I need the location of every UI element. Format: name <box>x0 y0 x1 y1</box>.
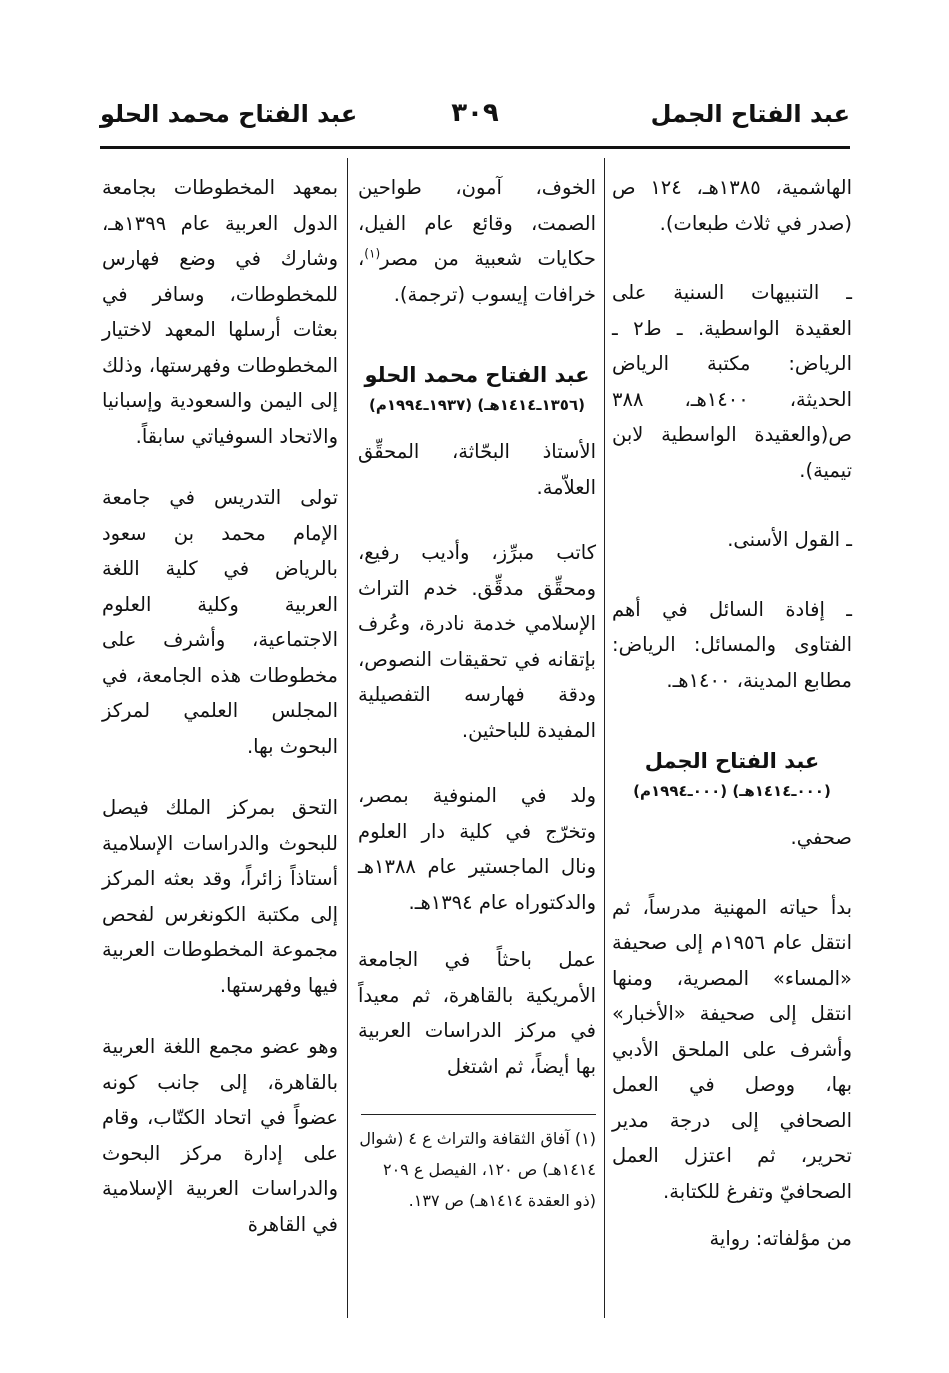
column-divider-right <box>604 158 605 1318</box>
paragraph-king-faisal-center: التحق بمركز الملك فيصل للبحوث والدراسات الإسلامية أستاذاً زائراً، وقد بعثه المركز إلى مكتبة الكونغرس لفحص مجموعة المخطوطات العربية فيها وفهرستها. <box>102 796 338 997</box>
entry-dates-jamal: (٠٠٠ـ١٤١٤هـ) (٠٠٠ـ١٩٩٤م) <box>633 782 831 800</box>
running-head-left-name: عبد الفتاح محمد الحلو <box>100 100 358 128</box>
paragraph-work-tanbihat: ـ التنبيهات السنية على العقيدة الواسطية. ـ ط٢ ـ الرياض: مكتبة الرياض الحديثة، ١٤٠٠هـ، ٣٨٨ ص(والعقيدة الواسطية لابن تيمية). <box>612 281 852 482</box>
paragraph-education: ولد في المنوفية بمصر، وتخرّج في كلية دار العلوم ونال الماجستير عام ١٣٨٨هـ والدكتوراه عام ١٣٩٤هـ. <box>358 784 596 914</box>
paragraph-work-ifada: ـ إفادة السائل في أهم الفتاوى والمسائل: الرياض: مطابع المدينة، ١٤٠٠هـ. <box>612 597 852 692</box>
running-head-right-name: عبد الفتاح الجمل <box>650 100 850 128</box>
footnote-marker: (١) <box>364 246 381 261</box>
column-middle <box>358 170 596 1216</box>
header-rule <box>100 146 850 149</box>
footnote-rule <box>361 1114 596 1115</box>
paragraph-publication-note: الهاشمية، ١٣٨٥هـ، ١٢٤ ص (صدر في ثلاث طبعات). <box>612 176 852 235</box>
works-list-text: الخوف، آمون، طواحين الصمت، وقائع عام الفيل، حكايات شعبية من مصر <box>358 176 596 270</box>
entry-title-helw: عبد الفتاح محمد الحلو <box>364 363 590 387</box>
paragraph-epithet: الأستاذ البحّاثة، المحقِّق العلاّمة. <box>358 440 596 499</box>
column-right <box>612 170 852 1257</box>
entry-title-jamal: عبد الفتاح الجمل <box>644 749 820 773</box>
paragraph-works-start: من مؤلفاته: رواية <box>709 1227 852 1250</box>
paragraph-occupation: صحفي. <box>790 826 852 849</box>
entry-dates-helw: (١٣٥٦ـ١٤١٤هـ) (١٩٣٧ـ١٩٩٤م) <box>369 396 585 414</box>
paragraph-academy-member: وهو عضو مجمع اللغة العربية بالقاهرة، إلى جانب كونه عضواً في اتحاد الكتّاب، وقام على إدارة مركز البحوث والدراسات العربية الإسلامية في القاهرة <box>102 1035 338 1236</box>
works-list-text-end: ، خرافات إيسوب (ترجمة). <box>358 247 596 306</box>
paragraph-description: كاتب مبرِّز، وأديب رفيع، ومحقِّق مدقِّق. خدم التراث الإسلامي خدمة نادرة، وعُرف بإتقانه في تحقيقات النصوص، ودقة فهارسه التفصيلية المفيدة للباحثين. <box>358 541 596 742</box>
running-head <box>100 100 850 140</box>
paragraph-works-list <box>358 170 596 312</box>
footnote: (١) آفاق الثقافة والتراث ع ٤ (شوال ١٤١٤هـ) ص ١٢٠، الفيصل ع ٢٠٩ (ذو العقدة ١٤١٤هـ) ص ١٣٧. <box>359 1129 596 1210</box>
paragraph-teaching: تولى التدريس في جامعة الإمام محمد بن سعود بالرياض في كلية اللغة العربية وكلية العلوم الاجتماعية، وأشرف على مخطوطات هذه الجامعة، في المجلس العلمي لمركز البحوث بها. <box>102 486 338 758</box>
column-left <box>102 170 338 1242</box>
column-divider-left <box>347 158 348 1318</box>
paragraph-career: عمل باحثاً في الجامعة الأمريكية بالقاهرة، ثم معيداً في مركز الدراسات العربية بها أيضاً، ثم اشتغل <box>358 948 596 1078</box>
paragraph-biography-jamal: بدأ حياته المهنية مدرساً، ثم انتقل عام ١٩٥٦م إلى صحيفة «المساء» المصرية، ومنها انتقل إلى صحيفة «الأخبار» وأشرف على الملحق الأدبي بها، ووصل في العمل الصحافي إلى درجة مدير تحرير، ثم اعتزل العمل الصحافيّ وتفرغ للكتابة. <box>612 895 852 1203</box>
page-number: ٣٠٩ <box>451 98 499 128</box>
paragraph-work-qawl: ـ القول الأسنى. <box>727 528 852 551</box>
paragraph-manuscripts-institute: بمعهد المخطوطات بجامعة الدول العربية عام ١٣٩٩هـ، وشارك في وضع فهارس للمخطوطات، وسافر في بعثات أرسلها المعهد لاختيار المخطوطات وفهرستها، وذلك إلى اليمن والسعودية وإسبانيا والاتحاد السوفياتي سابقاً. <box>102 176 338 448</box>
